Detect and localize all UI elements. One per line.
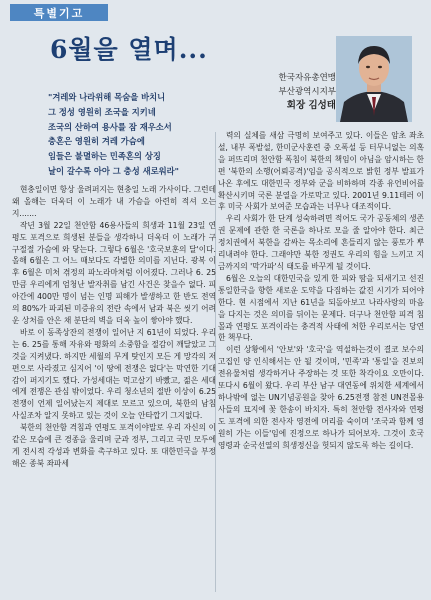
author-org: 한국자유총연맹 — [278, 73, 336, 83]
author-name: 회장 김성태 — [286, 100, 336, 111]
headline: 6월을 열며... — [50, 35, 208, 64]
author-branch: 부산광역시지부 — [278, 87, 336, 97]
quote-line: 조국의 산하여 용사를 잠 재우소서 — [48, 121, 172, 132]
right-column — [218, 130, 424, 451]
body-paragraph: 현충일이면 항상 울려퍼지는 현충일 노래 가사이다. 그런데 왜 올해는 더욱더 이 노래가 내 가슴을 아련히 적셔 오는지....... — [12, 185, 216, 218]
quote-line: "겨레와 나라위해 목숨을 바치니 — [48, 92, 166, 102]
body-paragraph: 바로 이 동족상잔의 전쟁이 일어난 지 61년이 되었다. 우리는 6. 25를 통해 자유와 평화의 소중함을 절감이 깨달았고 그것을 지켜냈다. 하지만 세월의 무게 탓인지 모든 게 망각의 저편으로 사라졌고 심지어 '이 땅에 전쟁은 없다'는 막연한 기대감이 퍼지기도 했다. 가성세대는 먹고살기 바빴고, 젊은 세대에게 전쟁은 관심 밖이었다. 우리 청소년의 절반 이상이 6.25전쟁이 언제 일어났는지 제대로 모르고 있으며, 북한의 남침 사실조차 알지 못하고 있는 것이 오늘 안타깝기 그지없다. — [12, 327, 216, 421]
body-paragraph: 력의 실체를 새삼 극명히 보여주고 있다. 이들은 암초 좌초설, 내부 폭발설, 한미군사훈련 중 오폭설 등 터무니없는 의혹을 퍼뜨리며 천안함 폭침이 북한의 책임이 아님을 암시하는 한편 '북한의 소행(어뢰공격)'임을 공식적으로 밝힌 정부 발표가 나온 후에도 대한민국 정부와 군을 비하하며 각종 유언비어를 확산시키며 국론 분열을 가로막고 있다. 2001년 9.11테러 이후 미국 사회가 보여준 모습과는 너무나 대조적이다. — [218, 131, 424, 212]
author-byline — [279, 71, 336, 113]
quote-line: 그 정성 영원히 조국을 지키네 — [48, 106, 156, 117]
quote-line: 충혼은 영원히 겨레 가슴에 — [48, 136, 145, 147]
pull-quote — [48, 90, 224, 179]
section-badge: 특별기고 — [10, 4, 108, 21]
body-paragraph: 북한의 천안함 격침과 연평도 포격이야말로 우리 자신의 이 같은 모습에 큰 경종을 울리며 군과 정부, 그리고 국민 모두에게 전시적 각성과 변화를 촉구하고 있다. 또 대한민국을 부정해온 종북 좌파세 — [12, 423, 216, 468]
quote-line: 날이 갈수록 아아 그 충성 새로워라" — [48, 165, 179, 176]
body-paragraph: 작년 3월 22일 천안함 46용사들의 희생과 11월 23일 연평도 포격으로 희생된 분들을 생각하니 더욱더 이 노래가 구구절절 가슴에 와 닿는다. 그렇다 6월은 '호국보훈의 달'이다. 올해 6월은 그 어느 때보다도 각별한 의미를 지닌다. 광복 이후 6월은 미처 겪정의 파노라마처럼 이어졌다. 그러나 6. 25만큼 우리에게 엄청난 발자취를 남긴 사건은 찾을수 없다. 피아간에 400만 명이 넘는 인명 피해가 발생하고 한 반도 전역의 80%가 파괴된 미증유의 전란 속에서 남과 북은 씻기 어려운 상처를 안은 채 분단의 벽을 더욱 높이 쌓아야 했다. — [12, 220, 216, 325]
body-paragraph: 6월은 오늘의 대한민국을 있게 한 피와 땀을 되새기고 선진 통일한국을 향한 새로운 도약을 다짐하는 값진 시기가 되어야 한다. 현 시점에서 지난 61년을 되돌아보고 나라사랑의 마음을 다지는 것은 의미를 뒤이는 문제다. 더구나 천안함 피격 침몰과 연평도 포격이라는 충격적 사태에 처한 우리로서는 당연한 책무다. — [218, 273, 424, 343]
quote-line: 임들은 불멸하는 민족혼의 상징 — [48, 151, 161, 162]
left-column — [12, 184, 216, 470]
body-paragraph: 이런 상황에서 '안보'와 '호국'을 역설하는것이 결코 보수의 고집인 양 인식해서는 안 될 것이며, '민족'과 '통일'을 진보의 전유물처럼 생각하거나 주장하는 것 또한 착각이요 오만이다. 또다시 6월이 왔다. 우리 부산 남구 대연동에 위치한 세계에서 하나밖에 없는 UN기념공원을 찾아 6.25전쟁 참전 UN전몰용사들의 묘지에 꽃 한송이 바치자. 특히 천안함 전사자와 연평도 포격에 의한 전사자 영전에 머리를 숙이며 '조국과 함께 영원히 가는 이들'임에 진정으로 하나가 되어보자. 그것이 호국영령과 순국선열의 희생정신을 헛되지 않도록 하는 길이다. — [218, 345, 424, 450]
portrait-illustration — [336, 36, 412, 122]
body-paragraph: 우리 사회가 한 단계 성숙하려면 적어도 국가 공동체의 생존권 문제에 관한 한 국론을 하나로 모을 줄 알아야 한다. 최근 정치권에서 북한을 감싸는 목소리에 흔들리지 않는 풍토가 뿌리내려야 한다. 그래야만 북한 정권도 우리의 힘을 느끼고 지금까지의 '막가파'식 태도를 바꾸게 될 것이다. — [218, 214, 424, 271]
author-photo — [336, 36, 412, 122]
